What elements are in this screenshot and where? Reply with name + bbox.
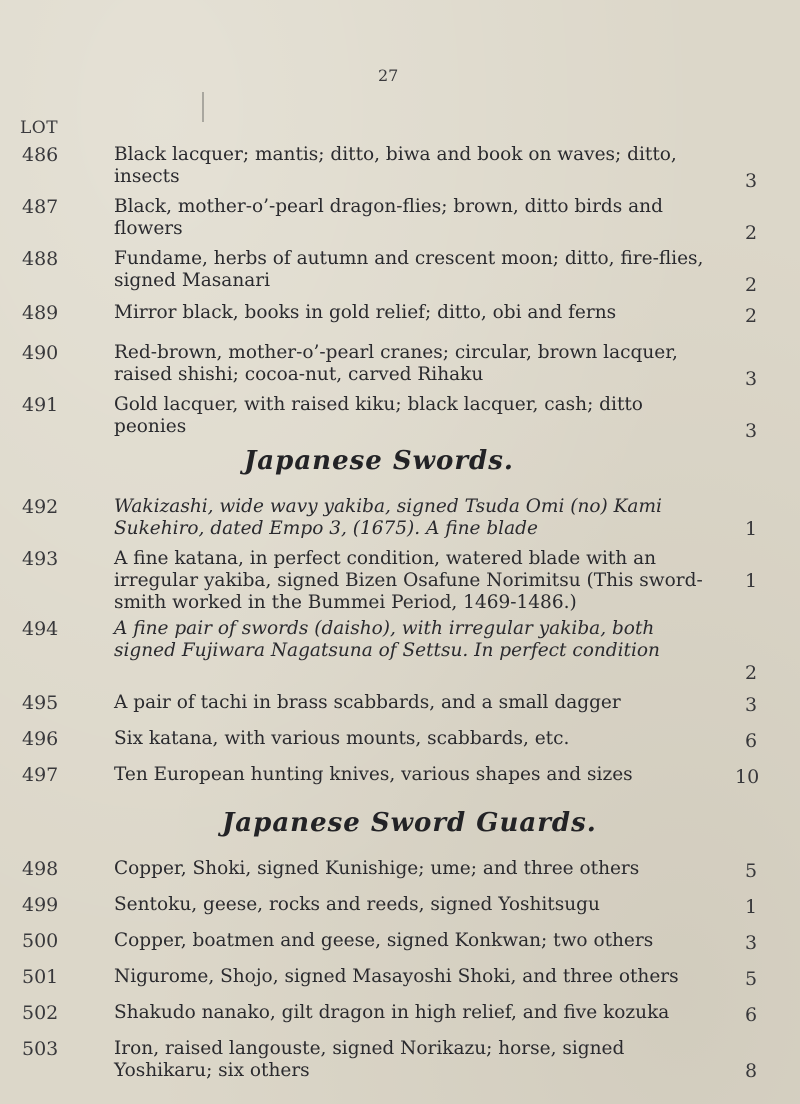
lot-description: Fundame, herbs of autumn and crescent moon; ditto, fire-flies, signed Masanari	[114, 248, 704, 291]
lot-description: Six katana, with various mounts, scabbards, etc.	[114, 728, 570, 749]
paper-mark	[202, 92, 204, 122]
lot-number: 496	[22, 728, 59, 750]
lot-description: A pair of tachi in brass scabbards, and a small dagger	[114, 692, 621, 713]
lot-quantity: 2	[745, 305, 758, 327]
lot-number: 490	[22, 342, 59, 364]
lot-description: A fine katana, in perfect condition, watered blade with an irregular yakiba, signed Bizen Osafune Norimitsu (This sword-smith worked in the Bummei Period, 1469-1486.)	[114, 548, 703, 613]
lot-quantity: 2	[745, 662, 758, 684]
section-heading-sword-guards: Japanese Sword Guards.	[222, 808, 597, 838]
lot-description: Black lacquer; mantis; ditto, biwa and book on waves; ditto, insects	[114, 144, 677, 187]
lot-quantity: 3	[745, 368, 758, 390]
lot-number: 488	[22, 248, 59, 270]
lot-quantity: 1	[745, 518, 758, 540]
lot-quantity: 6	[745, 730, 758, 752]
lot-description: A fine pair of swords (daisho), with irregular yakiba, both signed Fujiwara Nagatsuna of Settsu. In perfect condition	[114, 618, 660, 661]
lot-number: 495	[22, 692, 59, 714]
lot-number: 492	[22, 496, 59, 518]
lot-quantity: 3	[745, 170, 758, 192]
lot-quantity: 3	[745, 420, 758, 442]
lot-column-header: LOT	[20, 118, 59, 138]
lot-number: 486	[22, 144, 59, 166]
lot-description: Nigurome, Shojo, signed Masayoshi Shoki, and three others	[114, 966, 679, 987]
lot-quantity: 10	[735, 766, 760, 788]
lot-description: Shakudo nanako, gilt dragon in high relief, and five kozuka	[114, 1002, 670, 1023]
lot-number: 502	[22, 1002, 59, 1024]
lot-description: Red-brown, mother-o’-pearl cranes; circular, brown lacquer, raised shishi; cocoa-nut, carved Rihaku	[114, 342, 678, 385]
lot-quantity: 5	[745, 968, 758, 990]
lot-description: Copper, Shoki, signed Kunishige; ume; and three others	[114, 858, 640, 879]
lot-number: 498	[22, 858, 59, 880]
lot-description: Iron, raised langouste, signed Norikazu; horse, signed Yoshikaru; six others	[114, 1038, 625, 1081]
lot-description: Black, mother-o’-pearl dragon-flies; brown, ditto birds and flowers	[114, 196, 663, 239]
lot-description: Gold lacquer, with raised kiku; black lacquer, cash; ditto peonies	[114, 394, 643, 437]
lot-number: 493	[22, 548, 59, 570]
page-number: 27	[378, 66, 399, 85]
lot-number: 499	[22, 894, 59, 916]
lot-number: 491	[22, 394, 59, 416]
lot-number: 497	[22, 764, 59, 786]
lot-number: 501	[22, 966, 59, 988]
lot-description: Wakizashi, wide wavy yakiba, signed Tsuda Omi (no) Kami Sukehiro, dated Empo 3, (1675). A fine blade	[114, 496, 662, 539]
lot-description: Mirror black, books in gold relief; ditto, obi and ferns	[114, 302, 617, 323]
lot-quantity: 5	[745, 860, 758, 882]
lot-description: Sentoku, geese, rocks and reeds, signed Yoshitsugu	[114, 894, 600, 915]
lot-quantity: 1	[745, 896, 758, 918]
lot-number: 503	[22, 1038, 59, 1060]
lot-number: 489	[22, 302, 59, 324]
lot-quantity: 6	[745, 1004, 758, 1026]
lot-description: Copper, boatmen and geese, signed Konkwan; two others	[114, 930, 654, 951]
lot-quantity: 8	[745, 1060, 758, 1082]
lot-number: 500	[22, 930, 59, 952]
lot-quantity: 3	[745, 694, 758, 716]
lot-description: Ten European hunting knives, various shapes and sizes	[114, 764, 633, 785]
lot-number: 494	[22, 618, 59, 640]
section-heading-swords: Japanese Swords.	[244, 446, 514, 476]
lot-quantity: 1	[745, 570, 758, 592]
lot-quantity: 3	[745, 932, 758, 954]
lot-quantity: 2	[745, 222, 758, 244]
lot-number: 487	[22, 196, 59, 218]
lot-quantity: 2	[745, 274, 758, 296]
